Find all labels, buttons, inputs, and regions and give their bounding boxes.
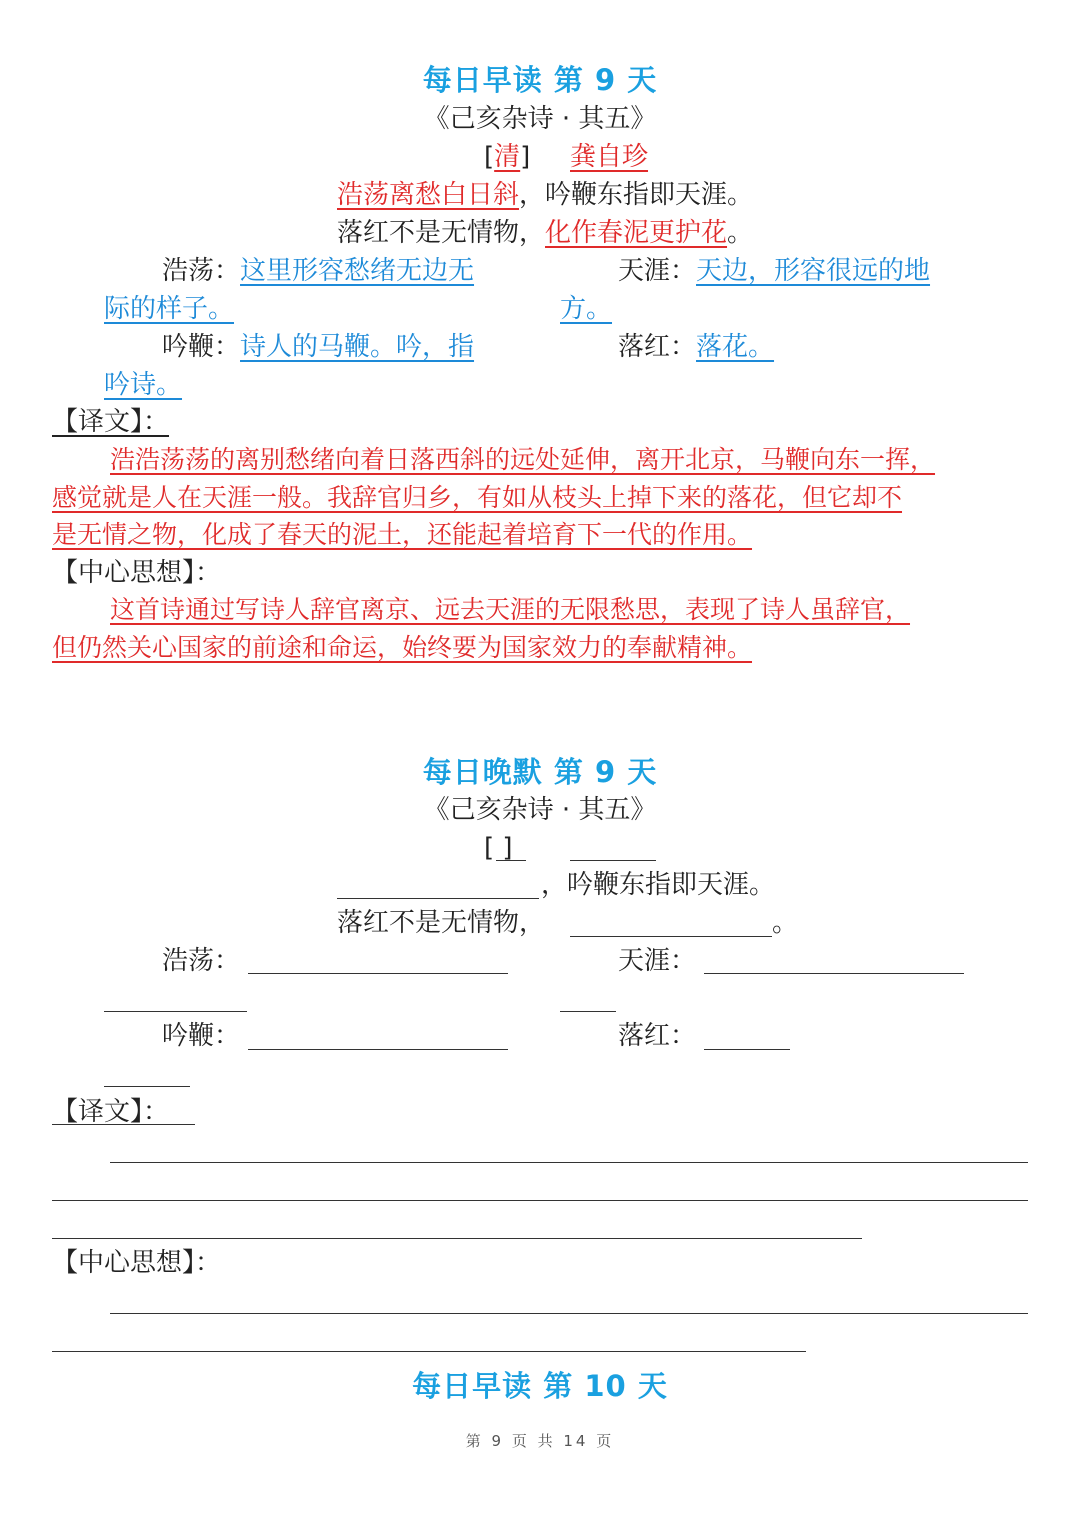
evening-title: 每日晚默 第 9 天 (422, 755, 658, 789)
morning-translation-label: 【译文】： (52, 407, 170, 437)
gloss-answer: 诗人的马鞭。吟，指 (240, 332, 475, 362)
line2-start: 落红不是无情物， (337, 218, 546, 248)
translation-line-3: 是无情之物，化成了春天的泥土，还能起着培育下一代的作用。 (52, 520, 753, 549)
gloss-label: 浩荡： (162, 256, 241, 286)
line1-blank (337, 898, 539, 899)
evening-translation-label: 【译文】： (52, 1097, 170, 1127)
gloss-label: 吟鞭： (162, 332, 241, 362)
haodang-blank-2 (104, 1011, 247, 1012)
page-number: 第 9 页 共 14 页 (465, 1432, 615, 1450)
dynasty-answer: 清 (494, 142, 521, 172)
line1-answer: 浩荡离愁白日斜 (337, 180, 520, 210)
idea-line-2: 但仍然关心国家的前途和命运，始终要为国家效力的奉献精神。 (52, 633, 753, 662)
translation-line-1: 浩浩荡荡的离别愁绪向着日落西斜的远处延伸，离开北京，马鞭向东一挥， (110, 445, 936, 474)
yinbian-blank-2 (104, 1086, 190, 1087)
translation-label-underline (52, 1124, 195, 1125)
gloss-yinbian (162, 330, 474, 364)
morning-line1 (337, 178, 753, 212)
gloss-answer: 落花。 (696, 332, 775, 362)
evening-poem-title: 《己亥杂诗 · 其五》 (423, 795, 657, 825)
line2-blank (570, 936, 772, 937)
translation-blank-3 (52, 1238, 862, 1239)
gloss-answer: 天边，形容很远的地 (696, 256, 931, 286)
translation-blank-1 (110, 1162, 1028, 1163)
morning-author: 龚自珍 (570, 142, 649, 172)
yinbian-blank-1 (248, 1049, 508, 1050)
idea-blank-2 (52, 1351, 806, 1352)
line2-answer: 化作春泥更护花 (545, 218, 728, 248)
evening-idea-label: 【中心思想】： (52, 1248, 222, 1278)
gloss-luohong (618, 330, 774, 364)
tianya-blank-2 (560, 1011, 616, 1012)
morning-line2 (337, 216, 753, 250)
morning-idea-label: 【中心思想】： (52, 558, 222, 588)
line2-end: 。 (727, 218, 754, 248)
dynasty-blank-line (496, 860, 526, 861)
gloss-label: 天涯： (618, 256, 697, 286)
morning-poem-title: 《己亥杂诗 · 其五》 (423, 104, 657, 134)
gloss-tianya-2: 方。 (560, 294, 613, 324)
gloss-answer: 这里形容愁绪无边无 (240, 256, 475, 286)
gloss-tianya (618, 254, 930, 288)
evening-dynasty-blank: [ ] (484, 833, 513, 863)
idea-blank-1 (110, 1313, 1028, 1314)
line1-rest: ，吟鞭东指即天涯。 (519, 180, 754, 210)
gloss-haodang-2: 际的样子。 (104, 294, 235, 324)
translation-line-2: 感觉就是人在天涯一般。我辞官归乡，有如从枝头上掉下来的落花，但它却不 (52, 483, 903, 512)
evening-yinbian-label: 吟鞭： (162, 1021, 241, 1051)
morning-dynasty (484, 140, 530, 174)
translation-blank-2 (52, 1200, 1028, 1201)
author-blank-line (570, 860, 656, 861)
gloss-yinbian-2: 吟诗。 (104, 370, 183, 400)
haodang-blank-1 (248, 973, 508, 974)
gloss-haodang (162, 254, 474, 288)
evening-line2-end: 。 (772, 908, 799, 938)
luohong-blank-1 (704, 1049, 790, 1050)
morning-title: 每日早读 第 9 天 (422, 63, 658, 97)
idea-line-1: 这首诗通过写诗人辞官离京、远去天涯的无限愁思，表现了诗人虽辞官， (110, 595, 911, 624)
bracket-close: ] (520, 142, 531, 172)
evening-luohong-label: 落红： (618, 1021, 697, 1051)
bracket-open: [ (484, 142, 495, 172)
evening-line2-start: 落红不是无情物， (337, 908, 546, 938)
evening-haodang-label: 浩荡： (162, 946, 241, 976)
gloss-label: 落红： (618, 332, 697, 362)
evening-tianya-label: 天涯： (618, 946, 697, 976)
next-title: 每日早读 第 10 天 (412, 1369, 668, 1403)
evening-line1-rest: ，吟鞭东指即天涯。 (541, 870, 776, 900)
tianya-blank-1 (704, 973, 964, 974)
